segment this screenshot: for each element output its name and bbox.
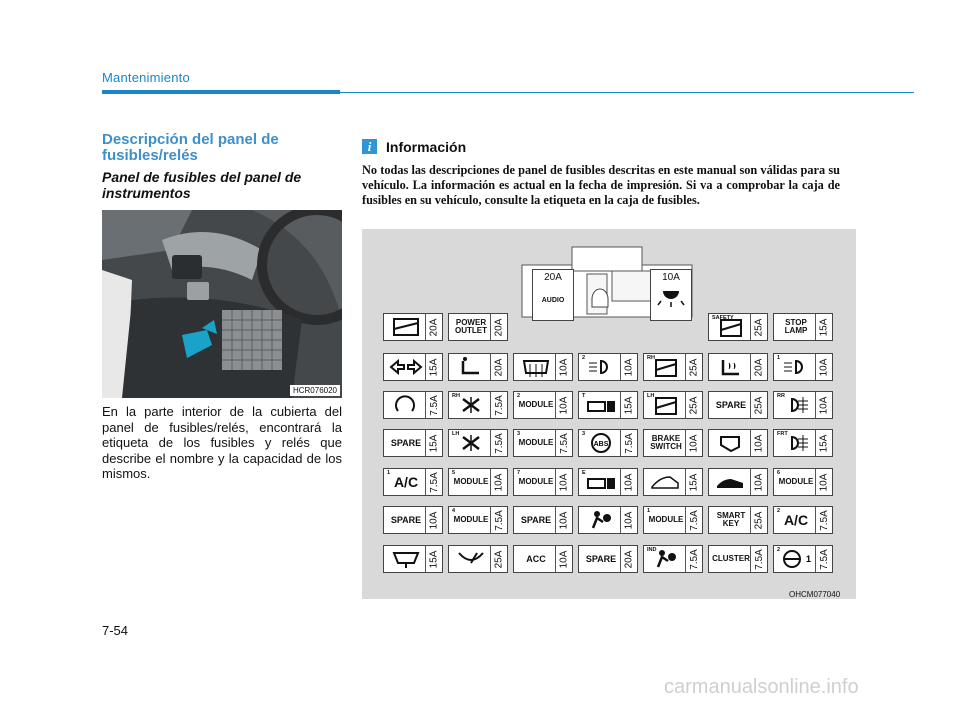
- info-icon: i: [362, 139, 377, 154]
- fuse-superscript: 6: [777, 470, 781, 476]
- fuse-slot: [448, 391, 508, 419]
- fuse-amperage-text: 7.5A: [493, 394, 505, 416]
- fuse-slot: [578, 506, 638, 534]
- fuse-superscript: LH: [647, 393, 655, 399]
- fuse-label: A/C: [783, 512, 809, 528]
- fuse-label: POWER OUTLET: [455, 318, 487, 335]
- fuse-amperage-text: 20A: [428, 318, 440, 336]
- fuse-amperage: [620, 469, 637, 495]
- fuse-amperage-text: 7.5A: [623, 432, 635, 454]
- fuse-amperage: [425, 507, 442, 533]
- fuse-slot: [513, 429, 573, 457]
- wiper-rear-icon: [388, 393, 424, 417]
- fuse-superscript: 2: [582, 355, 586, 361]
- fuse-slot: [773, 545, 833, 573]
- audio-fuse: [532, 269, 574, 321]
- watermark: carmanualsonline.info: [664, 676, 859, 698]
- fuse-slot: [773, 353, 833, 381]
- fuse-label: STOP LAMP: [784, 318, 808, 335]
- fuse-slot: [513, 391, 573, 419]
- fuse-label: [709, 354, 753, 380]
- dashboard-photo: [102, 210, 342, 398]
- fuse-superscript: 4: [452, 508, 456, 514]
- fuse-amperage: [750, 392, 767, 418]
- room-lamp-fuse: [650, 269, 692, 321]
- section-subtitle: Panel de fusibles del panel de instrumentos: [102, 169, 302, 201]
- fuse-label: SPARE: [390, 515, 422, 525]
- fuse-slot: [513, 468, 573, 496]
- fuse-slot: [643, 545, 703, 573]
- abs-icon: [583, 431, 619, 455]
- fuse-amperage: [815, 314, 832, 340]
- fuse-amperage: [555, 469, 572, 495]
- page-number: 7-54: [102, 623, 129, 638]
- fuse-superscript: IND: [647, 547, 657, 553]
- door-lock-icon: [388, 315, 424, 339]
- fuse-slot: [708, 391, 768, 419]
- fuse-amperage: [750, 469, 767, 495]
- fuse-label: [514, 354, 558, 380]
- fuse-amperage: [685, 354, 702, 380]
- heated-seat-icon: [713, 355, 749, 379]
- fuse-slot: [708, 313, 768, 341]
- engine-icon: [583, 470, 619, 494]
- fuse-amperage: [620, 392, 637, 418]
- fuse-slot: [448, 429, 508, 457]
- fuse-slot: [578, 545, 638, 573]
- fuse-superscript: RR: [777, 393, 785, 399]
- rear-defrost-icon: [518, 355, 554, 379]
- fuse-label: MODULE: [518, 438, 554, 447]
- fuse-amperage-text: 10A: [753, 473, 765, 491]
- fuse-slot: [578, 429, 638, 457]
- fuse-amperage-text: 25A: [688, 396, 700, 414]
- fuse-slot: [578, 391, 638, 419]
- fuse-amperage-text: 25A: [493, 550, 505, 568]
- fuse-amperage: [750, 314, 767, 340]
- fuse-slot: [643, 353, 703, 381]
- car-icon: [713, 470, 749, 494]
- fuse-slot: [643, 391, 703, 419]
- fuse-amperage-text: 10A: [558, 550, 570, 568]
- fuse-slot: [643, 429, 703, 457]
- fuse-amperage: [685, 469, 702, 495]
- fuse-label: MODULE: [518, 400, 554, 409]
- fuse-amperage-text: 7.5A: [818, 548, 830, 570]
- fuse-label: MODULE: [648, 515, 684, 524]
- fuse-amperage: [555, 430, 572, 456]
- fuse-amperage-text: 10A: [623, 511, 635, 529]
- fuse-amperage-text: 10A: [818, 358, 830, 376]
- fuse-slot: [383, 353, 443, 381]
- fuse-amperage: [815, 392, 832, 418]
- fuse-amperage: [685, 392, 702, 418]
- fuse-slot: [513, 506, 573, 534]
- fuse-slot: [383, 391, 443, 419]
- mirror-heat-icon: [713, 431, 749, 455]
- fuse-slot: [643, 506, 703, 534]
- fuse-slot: [448, 468, 508, 496]
- fuse-amperage: [815, 546, 832, 572]
- fuse-amperage-text: 10A: [818, 396, 830, 414]
- fuse-slot: [773, 313, 833, 341]
- fuse-label: [579, 392, 623, 418]
- fuse-amperage-text: 25A: [753, 318, 765, 336]
- fuse-amperage-text: 7.5A: [428, 394, 440, 416]
- position-lamp-icon: [778, 355, 814, 379]
- fuse-amperage-text: 10A: [623, 473, 635, 491]
- fuse-amperage-text: 10A: [753, 434, 765, 452]
- fuse-amperage: [815, 430, 832, 456]
- fuse-label: [579, 507, 623, 533]
- fuse-slot: [383, 429, 443, 457]
- fuse-superscript: SAFETY: [712, 315, 734, 321]
- fuse-slot: [383, 313, 443, 341]
- fuse-label: [579, 354, 623, 380]
- fuse-label: CLUSTER: [712, 554, 750, 563]
- fuse-amperage-text: 10A: [558, 473, 570, 491]
- fuse-slot: [383, 506, 443, 534]
- fuse-amperage-text: 15A: [428, 358, 440, 376]
- fuse-label: [384, 392, 428, 418]
- fuse-label: SPARE: [390, 438, 422, 448]
- fuse-label: [774, 546, 818, 572]
- fuse-amperage: [555, 546, 572, 572]
- fuse-amperage: [425, 314, 442, 340]
- fuse-amperage: [555, 392, 572, 418]
- fuse-amperage: [815, 469, 832, 495]
- fuse-amperage: [685, 546, 702, 572]
- fuse-superscript: 1: [647, 508, 651, 514]
- airbag-icon: [583, 508, 619, 532]
- fuse-amperage: [425, 354, 442, 380]
- fuse-label: [384, 546, 428, 572]
- fuse-label: SPARE: [715, 400, 747, 410]
- fuse-amperage: [555, 507, 572, 533]
- fuse-amperage-text: 7.5A: [688, 548, 700, 570]
- fuse-amperage-text: 10A: [623, 358, 635, 376]
- fuse-slot: [448, 313, 508, 341]
- fuse-amperage-text: 15A: [818, 434, 830, 452]
- fuse-label: MODULE: [453, 515, 489, 524]
- fuse-superscript: RH: [452, 393, 460, 399]
- body-text: En la parte interior de la cubierta del panel de fusibles/relés, encontrará la etiqueta de los fusibles y relés que describe el nombre y la capacidad de los mismos.: [102, 404, 342, 481]
- audio-amp: 20A: [544, 272, 562, 283]
- position-lamp-icon: [583, 355, 619, 379]
- fuse-label: [449, 546, 493, 572]
- fuse-label: SPARE: [520, 515, 552, 525]
- fuse-superscript: LH: [452, 431, 460, 437]
- fuse-amperage-text: 7.5A: [493, 509, 505, 531]
- chapter-title: Mantenimiento: [102, 70, 190, 85]
- fuse-amperage-text: 15A: [623, 396, 635, 414]
- room-lamp-icon: [651, 287, 691, 309]
- svg-text:ABS: ABS: [593, 441, 609, 448]
- wiper-icon: [453, 547, 489, 571]
- fuse-slot: [773, 506, 833, 534]
- fuse-amperage: [490, 507, 507, 533]
- fuse-label: MODULE: [518, 477, 554, 486]
- fuse-amperage-text: 25A: [688, 358, 700, 376]
- fuse-amperage-text: 10A: [558, 511, 570, 529]
- relay-block: [362, 229, 856, 319]
- svg-text:1: 1: [806, 554, 812, 564]
- info-text: No todas las descripciones de panel de fusibles descritas en este manual son válidas para su vehículo. La información es actual en la fecha de impresión. Si va a comprobar la caja de fusibles en su vehículo, consulte la etiqueta en la caja de fusibles.: [362, 163, 840, 207]
- fuse-panel-diagram: [362, 229, 856, 599]
- fuse-slot: [708, 545, 768, 573]
- fuse-amperage: [750, 546, 767, 572]
- panel-code: OHCM077040: [789, 590, 841, 599]
- turn-signal-icon: [388, 355, 424, 379]
- fuse-amperage: [555, 354, 572, 380]
- fuse-amperage-text: 20A: [493, 358, 505, 376]
- washer-icon: [388, 547, 424, 571]
- fuse-label: [384, 354, 428, 380]
- fuse-amperage-text: 20A: [623, 550, 635, 568]
- fuse-amperage-text: 25A: [753, 396, 765, 414]
- fuse-slot: [513, 545, 573, 573]
- room-lamp-amp: 10A: [662, 272, 680, 283]
- fuse-slot: [773, 468, 833, 496]
- info-title: Información: [386, 139, 467, 155]
- fuse-superscript: 2: [517, 393, 521, 399]
- fuse-amperage: [490, 392, 507, 418]
- fuse-slot: [708, 506, 768, 534]
- fuse-amperage: [620, 430, 637, 456]
- fuse-label: [774, 354, 818, 380]
- fuse-label: SMART KEY: [716, 511, 746, 528]
- fuse-slot: [773, 391, 833, 419]
- fuse-label: SPARE: [585, 554, 617, 564]
- fuse-amperage-text: 10A: [493, 473, 505, 491]
- fuse-amperage: [750, 507, 767, 533]
- fuse-label: BRAKE SWITCH: [650, 434, 682, 451]
- fuse-label: MODULE: [778, 477, 814, 486]
- fuse-amperage-text: 7.5A: [428, 471, 440, 493]
- sunroof-icon: [648, 470, 684, 494]
- fuse-amperage: [815, 354, 832, 380]
- fuse-slot: [448, 506, 508, 534]
- fuse-amperage: [620, 546, 637, 572]
- fuse-amperage: [815, 507, 832, 533]
- fuse-amperage-text: 10A: [558, 358, 570, 376]
- fuse-superscript: E: [582, 470, 586, 476]
- fuse-amperage: [750, 430, 767, 456]
- fuse-amperage: [490, 430, 507, 456]
- fuse-amperage-text: 7.5A: [688, 509, 700, 531]
- fuse-slot: [643, 468, 703, 496]
- fuse-amperage: [685, 507, 702, 533]
- fuse-superscript: 2: [777, 547, 781, 553]
- section-title: Descripción del panel de fusibles/relés: [102, 131, 279, 164]
- fuse-superscript: T: [582, 393, 586, 399]
- fuse-amperage-text: 15A: [818, 318, 830, 336]
- fuse-superscript: 7: [517, 470, 521, 476]
- fuse-amperage: [425, 430, 442, 456]
- fuse-slot: [513, 353, 573, 381]
- fuse-superscript: 3: [517, 431, 521, 437]
- fuse-slot: [773, 429, 833, 457]
- fuse-label: [709, 430, 753, 456]
- seat-icon: [453, 355, 489, 379]
- audio-label: AUDIO: [541, 297, 565, 304]
- fuse-slot: [708, 468, 768, 496]
- fuse-label: ACC: [526, 554, 546, 564]
- fuse-slot: [578, 468, 638, 496]
- fuse-slot: [448, 545, 508, 573]
- photo-code: HCR076020: [290, 385, 340, 396]
- fuse-superscript: 3: [582, 431, 586, 437]
- fuse-amperage-text: 20A: [753, 358, 765, 376]
- fuse-amperage-text: 7.5A: [818, 509, 830, 531]
- fuse-label: [384, 314, 428, 340]
- fuse-label: [449, 354, 493, 380]
- fuse-slot: [383, 545, 443, 573]
- fuse-label: MODULE: [453, 477, 489, 486]
- fuse-label: A/C: [393, 474, 419, 490]
- fuse-amperage-text: 10A: [558, 396, 570, 414]
- fuse-slot: [448, 353, 508, 381]
- header-rule: [340, 92, 914, 93]
- fuse-amperage: [425, 469, 442, 495]
- fuse-superscript: 5: [452, 470, 456, 476]
- fuse-superscript: 1: [777, 355, 781, 361]
- fuse-amperage-text: 7.5A: [558, 432, 570, 454]
- fuse-label: [579, 430, 623, 456]
- chapter-bar: [102, 90, 340, 94]
- fuse-amperage-text: 15A: [688, 473, 700, 491]
- fuse-amperage: [490, 314, 507, 340]
- steering-icon: [778, 547, 814, 571]
- fuse-label: [644, 469, 688, 495]
- fuse-superscript: 2: [777, 508, 781, 514]
- fuse-amperage: [620, 507, 637, 533]
- fuse-slot: [708, 429, 768, 457]
- fuse-amperage: [490, 354, 507, 380]
- fuse-amperage-text: 20A: [493, 318, 505, 336]
- fuse-superscript: FRT: [777, 431, 788, 437]
- fuse-amperage: [750, 354, 767, 380]
- fuse-slot: [708, 353, 768, 381]
- fuse-amperage: [490, 546, 507, 572]
- fuse-amperage-text: 10A: [818, 473, 830, 491]
- fuse-amperage: [425, 546, 442, 572]
- fuse-amperage: [490, 469, 507, 495]
- dashboard-illustration: [102, 210, 342, 398]
- fuse-amperage-text: 15A: [428, 434, 440, 452]
- fuse-amperage-text: 25A: [753, 511, 765, 529]
- fuse-amperage-text: 7.5A: [753, 548, 765, 570]
- fuse-slot: [383, 468, 443, 496]
- fuse-amperage: [685, 430, 702, 456]
- fuse-amperage-text: 15A: [428, 550, 440, 568]
- fuse-amperage-text: 10A: [428, 511, 440, 529]
- fuse-amperage: [425, 392, 442, 418]
- engine-icon: [583, 393, 619, 417]
- fuse-label: [709, 469, 753, 495]
- fuse-amperage-text: 7.5A: [493, 432, 505, 454]
- fuse-slot: [578, 353, 638, 381]
- fuse-amperage: [620, 354, 637, 380]
- fuse-amperage-text: 10A: [688, 434, 700, 452]
- fuse-superscript: RH: [647, 355, 655, 361]
- fuse-superscript: 1: [387, 470, 391, 476]
